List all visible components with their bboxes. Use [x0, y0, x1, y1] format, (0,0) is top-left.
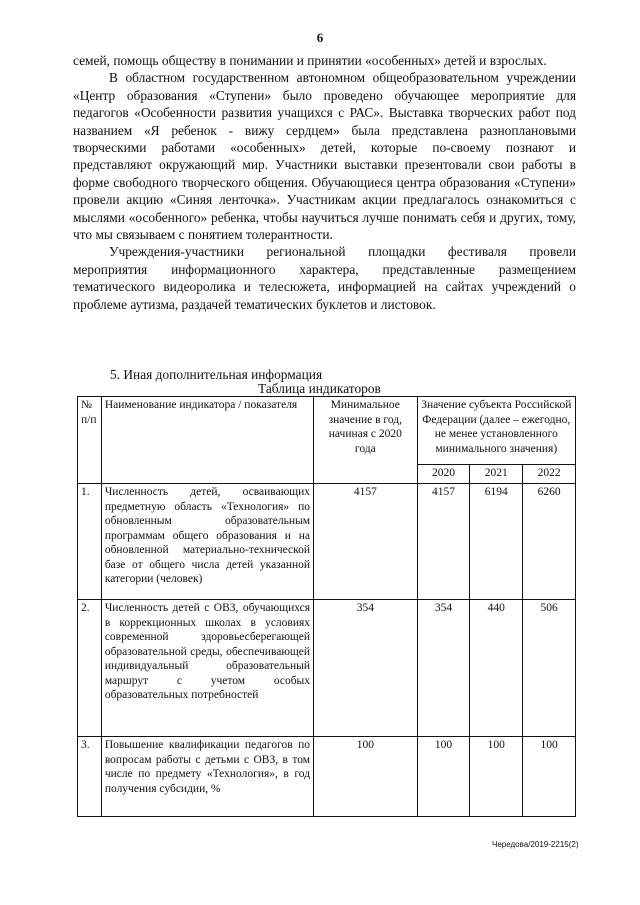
header-region: Значение субъекта Российской Федерации (далее – ежегодно, не менее установленного минимального значения) [417, 397, 575, 465]
row-value-2022: 6260 [523, 484, 576, 600]
page-number: 6 [316, 30, 324, 45]
row-value-2021: 440 [470, 600, 523, 737]
indicators-table [77, 396, 576, 817]
header-min: Минимальное значение в год, начиная с 2020 года [314, 397, 418, 484]
section-heading: 5. Иная дополнительная информация [110, 367, 323, 382]
paragraph-3: Учреждения-участники региональной площадки фестиваля провели мероприятия информационного характера, представленные размещением тематического видеоролика и телесюжета, информацией на сайтах учреждений о проблеме аутизма, раздачей тематических буклетов и листовок. [73, 244, 576, 312]
table-caption: Таблица индикаторов [258, 381, 381, 396]
header-year-2021: 2021 [470, 464, 523, 483]
footer-code: Чередова/2019-2215(2) [492, 840, 579, 849]
row-value-2020: 4157 [417, 484, 470, 600]
row-min: 100 [314, 737, 418, 817]
row-value-2020: 354 [417, 600, 470, 737]
row-num: 1. [78, 484, 102, 600]
row-value-2021: 100 [470, 737, 523, 817]
row-name: Численность детей, осваивающих предметную область «Технология» по обновленным образовательным программам общего образования и на обновленной материально-технической базе от общего числа детей указанной категории (человек) [101, 484, 313, 600]
header-name: Наименование индикатора / показателя [101, 397, 313, 484]
row-min: 354 [314, 600, 418, 737]
body-text [73, 52, 576, 313]
table-row [78, 600, 576, 737]
header-year-2022: 2022 [523, 464, 576, 483]
row-value-2022: 506 [523, 600, 576, 737]
row-value-2021: 6194 [470, 484, 523, 600]
row-min: 4157 [314, 484, 418, 600]
row-num: 3. [78, 737, 102, 817]
row-value-2022: 100 [523, 737, 576, 817]
table-row [78, 484, 576, 600]
header-num: № п/п [78, 397, 102, 484]
row-name: Повышение квалификации педагогов по вопросам работы с детьми с ОВЗ, в том числе по предмету «Технология», в год получения субсидии, % [101, 737, 313, 817]
paragraph-2: В областном государственном автономном общеобразовательном учреждении «Центр образования «Ступени» было проведено обучающее мероприятие для педагогов «Особенности развития учащихся с РАС». Выставка творческих работ под названием «Я ребенок - вижу сердцем» была представлена разноплановыми творческими работами «особенных» детей, которые по-своему познают и представляют окружающий мир. Участники выставки презентовали свои работы в форме свободного творческого общения. Обучающиеся центра образования «Ступени» провели акцию «Синяя ленточка». Участникам акции предлагалось ознакомиться с мыслями «особенного» ребенка, чтобы научиться лучше понимать себя и других, тому, что мы связываем с понятием толерантности. [73, 70, 576, 243]
row-value-2020: 100 [417, 737, 470, 817]
row-num: 2. [78, 600, 102, 737]
header-year-2020: 2020 [417, 464, 470, 483]
table-header-row [78, 397, 576, 465]
table-row [78, 737, 576, 817]
row-name: Численность детей с ОВЗ, обучающихся в коррекционных школах в условиях современной здоровьесберегающей образовательной среды, обеспечивающей индивидуальный образовательный маршрут с учетом особых образовательных потребностей [101, 600, 313, 737]
paragraph-1: семей, помощь обществу в понимании и принятии «особенных» детей и взрослых. [73, 53, 547, 68]
